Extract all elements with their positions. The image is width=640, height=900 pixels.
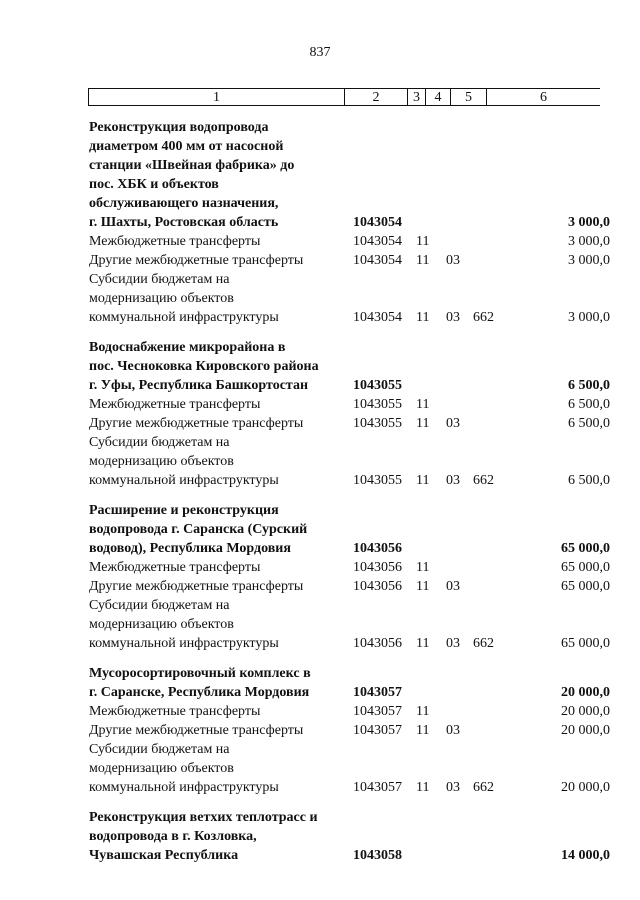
- row-subsection: 03: [446, 253, 460, 268]
- header-col-5: 5: [451, 89, 487, 105]
- row-amount: 6 500,0: [568, 473, 610, 488]
- row-amount: 20 000,0: [561, 685, 610, 700]
- table-row: [0, 270, 640, 289]
- row-code: 1043058: [353, 848, 402, 863]
- row-section: 11: [416, 416, 430, 431]
- row-name: коммунальной инфраструктуры: [89, 780, 279, 795]
- row-name: модернизацию объектов: [89, 291, 234, 306]
- row-code: 1043055: [353, 378, 402, 393]
- row-section: 11: [416, 636, 430, 651]
- row-subsection: 03: [446, 636, 460, 651]
- table-row: [0, 289, 640, 308]
- row-name: Чувашская Республика: [89, 848, 239, 863]
- table-block: [0, 501, 640, 653]
- row-name: Субсидии бюджетам на: [89, 598, 230, 613]
- row-section: 11: [416, 723, 430, 738]
- row-name: Субсидии бюджетам на: [89, 272, 230, 287]
- table-row: [0, 615, 640, 634]
- row-section: 11: [416, 780, 430, 795]
- row-expense-type: 662: [473, 636, 494, 651]
- row-name: Субсидии бюджетам на: [89, 742, 230, 757]
- row-name: Межбюджетные трансферты: [89, 234, 261, 249]
- row-amount: 65 000,0: [561, 579, 610, 594]
- row-code: 1043055: [353, 473, 402, 488]
- table-block: [0, 664, 640, 797]
- table-row: [0, 433, 640, 452]
- row-amount: 6 500,0: [568, 378, 610, 393]
- page-number: 837: [309, 45, 331, 60]
- table-row: [0, 376, 640, 395]
- table-row: [0, 137, 640, 156]
- table-row: [0, 596, 640, 615]
- row-amount: 3 000,0: [568, 234, 610, 249]
- row-name: водопровода г. Саранска (Сурский: [89, 522, 308, 537]
- row-expense-type: 662: [473, 310, 494, 325]
- table-row: [0, 702, 640, 721]
- row-name: Реконструкция ветхих теплотрасс и: [89, 810, 318, 825]
- row-name: г. Шахты, Ростовская область: [89, 215, 279, 230]
- row-name: пос. ХБК и объектов: [89, 177, 219, 192]
- row-code: 1043055: [353, 397, 402, 412]
- row-code: 1043054: [353, 253, 402, 268]
- table-row: [0, 827, 640, 846]
- row-name: г. Саранске, Республика Мордовия: [89, 685, 310, 700]
- row-code: 1043057: [353, 780, 402, 795]
- table-row: [0, 520, 640, 539]
- row-code: 1043056: [353, 579, 402, 594]
- row-code: 1043057: [353, 723, 402, 738]
- row-subsection: 03: [446, 780, 460, 795]
- table-row: [0, 194, 640, 213]
- row-name: Межбюджетные трансферты: [89, 704, 261, 719]
- row-expense-type: 662: [473, 473, 494, 488]
- row-section: 11: [416, 253, 430, 268]
- row-subsection: 03: [446, 473, 460, 488]
- row-name: Субсидии бюджетам на: [89, 435, 230, 450]
- table-row: [0, 778, 640, 797]
- table-row: [0, 414, 640, 433]
- row-amount: 20 000,0: [561, 780, 610, 795]
- row-section: 11: [416, 234, 430, 249]
- row-name: Реконструкция водопровода: [89, 120, 269, 135]
- table-block: [0, 338, 640, 490]
- table-body: [0, 118, 640, 876]
- row-section: 11: [416, 704, 430, 719]
- row-amount: 20 000,0: [561, 723, 610, 738]
- row-name: Другие межбюджетные трансферты: [89, 416, 304, 431]
- row-section: 11: [416, 397, 430, 412]
- row-name: коммунальной инфраструктуры: [89, 636, 279, 651]
- table-block: [0, 808, 640, 865]
- row-section: 11: [416, 560, 430, 575]
- header-col-2: 2: [345, 89, 408, 105]
- row-amount: 6 500,0: [568, 416, 610, 431]
- table-row: [0, 664, 640, 683]
- row-amount: 3 000,0: [568, 253, 610, 268]
- row-code: 1043055: [353, 416, 402, 431]
- row-code: 1043054: [353, 234, 402, 249]
- table-row: [0, 808, 640, 827]
- row-name: Другие межбюджетные трансферты: [89, 579, 304, 594]
- row-name: модернизацию объектов: [89, 761, 234, 776]
- row-name: диаметром 400 мм от насосной: [89, 139, 284, 154]
- row-code: 1043056: [353, 636, 402, 651]
- header-col-3: 3: [408, 89, 426, 105]
- row-name: Расширение и реконструкция: [89, 503, 279, 518]
- row-section: 11: [416, 310, 430, 325]
- row-code: 1043054: [353, 310, 402, 325]
- table-row: [0, 213, 640, 232]
- row-subsection: 03: [446, 310, 460, 325]
- row-code: 1043057: [353, 685, 402, 700]
- header-col-4: 4: [426, 89, 451, 105]
- table-row: [0, 740, 640, 759]
- row-amount: 14 000,0: [561, 848, 610, 863]
- table-row: [0, 558, 640, 577]
- row-name: водовод), Республика Мордовия: [89, 541, 291, 556]
- row-expense-type: 662: [473, 780, 494, 795]
- row-subsection: 03: [446, 723, 460, 738]
- header-col-6: 6: [540, 90, 547, 105]
- table-row: [0, 577, 640, 596]
- table-row: [0, 338, 640, 357]
- table-row: [0, 156, 640, 175]
- row-amount: 65 000,0: [561, 636, 610, 651]
- row-name: модернизацию объектов: [89, 617, 234, 632]
- row-code: 1043056: [353, 560, 402, 575]
- table-row: [0, 357, 640, 376]
- table-row: [0, 721, 640, 740]
- row-subsection: 03: [446, 416, 460, 431]
- table-row: [0, 471, 640, 490]
- table-row: [0, 539, 640, 558]
- row-amount: 3 000,0: [568, 310, 610, 325]
- table-row: [0, 175, 640, 194]
- table-row: [0, 118, 640, 137]
- row-amount: 20 000,0: [561, 704, 610, 719]
- row-amount: 3 000,0: [568, 215, 610, 230]
- row-name: пос. Чесноковка Кировского района: [89, 359, 319, 374]
- row-amount: 6 500,0: [568, 397, 610, 412]
- table-row: [0, 501, 640, 520]
- row-name: Другие межбюджетные трансферты: [89, 723, 304, 738]
- row-code: 1043056: [353, 541, 402, 556]
- row-name: обслуживающего назначения,: [89, 196, 279, 211]
- table-row: [0, 759, 640, 778]
- row-name: Межбюджетные трансферты: [89, 397, 261, 412]
- table-row: [0, 683, 640, 702]
- row-code: 1043057: [353, 704, 402, 719]
- row-amount: 65 000,0: [561, 541, 610, 556]
- row-name: Межбюджетные трансферты: [89, 560, 261, 575]
- row-name: Мусоросортировочный комплекс в: [89, 666, 311, 681]
- table-header: [88, 88, 600, 106]
- header-col-1: 1: [89, 89, 345, 105]
- table-row: [0, 232, 640, 251]
- table-row: [0, 308, 640, 327]
- row-code: 1043054: [353, 215, 402, 230]
- row-subsection: 03: [446, 579, 460, 594]
- table-block: [0, 118, 640, 327]
- row-name: Водоснабжение микрорайона в: [89, 340, 286, 355]
- row-name: станции «Швейная фабрика» до: [89, 158, 295, 173]
- row-name: модернизацию объектов: [89, 454, 234, 469]
- table-row: [0, 846, 640, 865]
- table-row: [0, 251, 640, 270]
- row-name: водопровода в г. Козловка,: [89, 829, 257, 844]
- row-name: коммунальной инфраструктуры: [89, 473, 279, 488]
- row-name: Другие межбюджетные трансферты: [89, 253, 304, 268]
- table-row: [0, 452, 640, 471]
- row-amount: 65 000,0: [561, 560, 610, 575]
- table-row: [0, 634, 640, 653]
- row-section: 11: [416, 473, 430, 488]
- row-name: коммунальной инфраструктуры: [89, 310, 279, 325]
- row-section: 11: [416, 579, 430, 594]
- row-name: г. Уфы, Республика Башкортостан: [89, 378, 309, 393]
- table-row: [0, 395, 640, 414]
